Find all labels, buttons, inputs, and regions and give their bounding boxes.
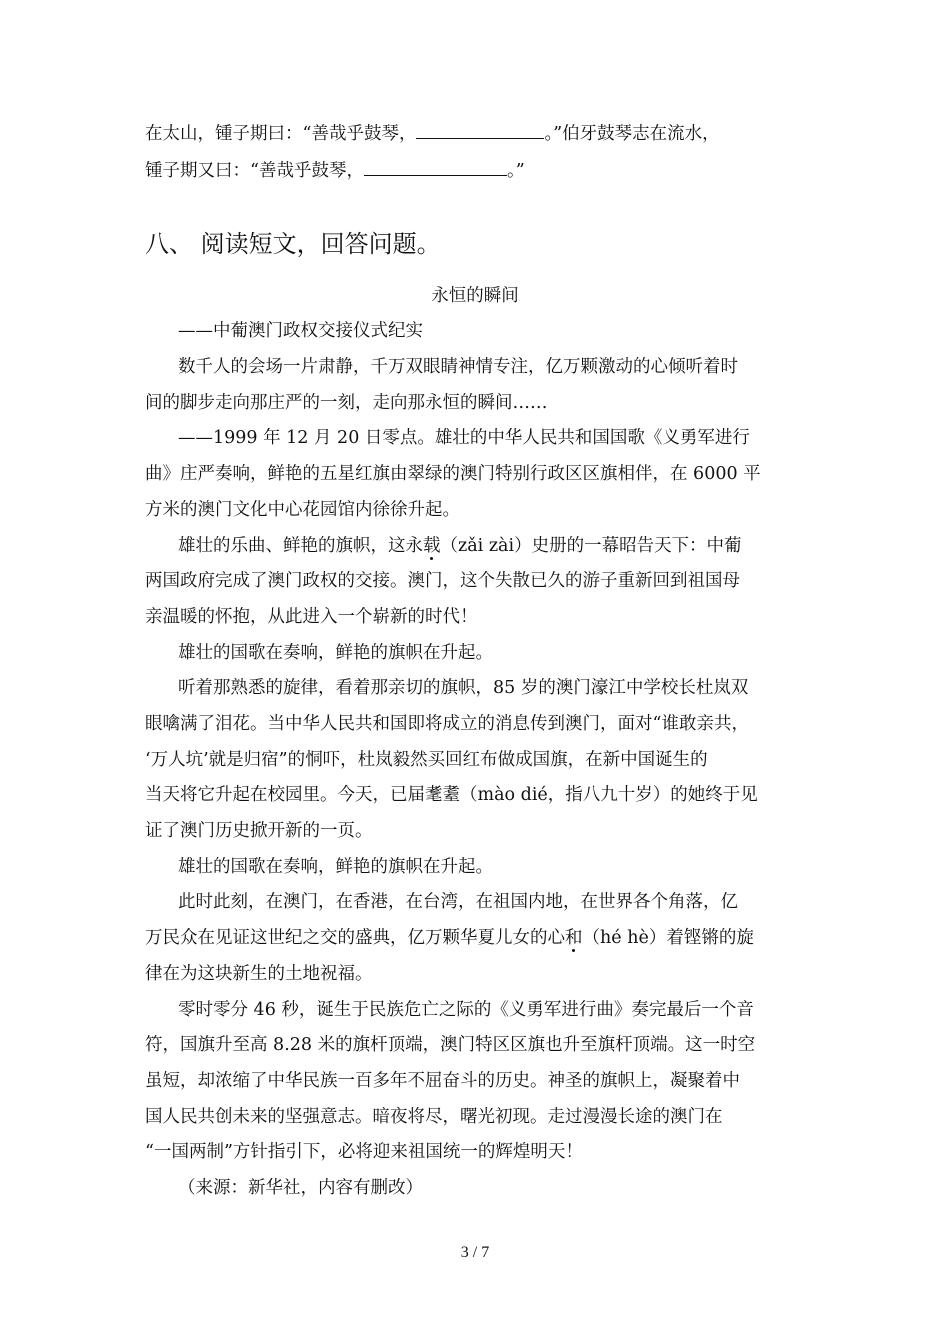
- article-text: 万民众在见证这世纪之交的盛典，亿万颗华夏儿女的心: [145, 928, 565, 948]
- article-line: 方米的澳门文化中心花园馆内徐徐升起。: [145, 500, 460, 520]
- article-line: 零时零分 46 秒，诞生于民族危亡之际的《义勇军进行曲》奏完最后一个音: [178, 1000, 754, 1020]
- answer-blank-2[interactable]: [364, 159, 507, 176]
- article-title: 永恒的瞬间: [431, 286, 519, 306]
- article-line: 听着那熟悉的旋律，看着那亲切的旗帜，85 岁的澳门濠江中学校长杜岚双: [178, 678, 749, 698]
- article-subtitle: ——中葡澳门政权交接仪式纪实: [178, 321, 423, 341]
- article-line: 当天将它升起在校园里。今天，已届耄耋（mào dié，指八九十岁）的她终于见: [145, 785, 758, 805]
- fill-in-text: 在太山，锺子期曰：“善哉乎鼓琴，: [145, 124, 417, 144]
- article-line: 间的脚步走向那庄严的一刻，走向那永恒的瞬间……: [145, 393, 548, 413]
- article-line: 律在为这块新生的土地祝福。: [145, 964, 373, 984]
- article-line: 数千人的会场一片肃静，千万双眼睛神情专注，亿万颗激动的心倾听着时: [178, 357, 738, 377]
- article-line: [145, 926, 815, 950]
- article-line: 眼噙满了泪花。当中华人民共和国即将成立的消息传到澳门，面对“谁敢亲共，: [145, 714, 749, 734]
- article-line: [178, 534, 848, 558]
- article-line: 曲》庄严奏响，鲜艳的五星红旗由翠绿的澳门特别行政区区旗相伴，在 6000 平: [145, 464, 761, 484]
- article-text: （hé hè）着铿锵的旋: [582, 928, 754, 948]
- article-line: 亲温暖的怀抱，从此进入一个崭新的时代！: [145, 607, 478, 627]
- article-text: （zǎi zài）史册的一幕昭告天下：中葡: [440, 536, 742, 556]
- article-line: 此时此刻，在澳门，在香港，在台湾，在祖国内地，在世界各个角落，亿: [178, 892, 738, 912]
- article-line: ‘万人坑’就是归宿”的恫吓，杜岚毅然买回红布做成国旗，在新中国诞生的: [145, 750, 708, 770]
- article-line: ——1999 年 12 月 20 日零点。雄壮的中华人民共和国国歌《义勇军进行: [178, 428, 750, 448]
- article-line: “一国两制”方针指引下，必将迎来祖国统一的辉煌明天！: [145, 1142, 583, 1162]
- article-line: 符，国旗升至高 8.28 米的旗杆顶端，澳门特区区旗也升至旗杆顶端。这一时空: [145, 1035, 756, 1055]
- dotted-character: 和: [565, 928, 583, 948]
- section-title: 八、 阅读短文，回答问题。: [145, 230, 441, 258]
- answer-blank-1[interactable]: [416, 122, 544, 139]
- article-text: 雄壮的乐曲、鲜艳的旗帜，这永: [178, 536, 423, 556]
- article-line: 国人民共创未来的坚强意志。暗夜将尽，曙光初现。走过漫漫长途的澳门在: [145, 1107, 723, 1127]
- dotted-character: 载: [423, 536, 441, 556]
- fill-in-text: 。”伯牙鼓琴志在流水，: [544, 124, 720, 144]
- article-line: 证了澳门历史掀开新的一页。: [145, 821, 373, 841]
- fill-in-line-1: [145, 122, 815, 146]
- article-line: 虽短，却浓缩了中华民族一百多年不屈奋斗的历史。神圣的旗帜上，凝聚着中: [145, 1071, 740, 1091]
- article-line: 雄壮的国歌在奏响，鲜艳的旗帜在升起。: [178, 857, 493, 877]
- fill-in-line-2: [145, 159, 815, 183]
- article-source: （来源：新华社，内容有删改）: [178, 1178, 423, 1198]
- article-line: 两国政府完成了澳门政权的交接。澳门，这个失散已久的游子重新回到祖国母: [145, 571, 740, 591]
- page-number: 3 / 7: [460, 1244, 490, 1261]
- fill-in-text: 锺子期又曰：“善哉乎鼓琴，: [145, 161, 364, 181]
- fill-in-text: 。”: [506, 161, 525, 181]
- article-line: 雄壮的国歌在奏响，鲜艳的旗帜在升起。: [178, 643, 493, 663]
